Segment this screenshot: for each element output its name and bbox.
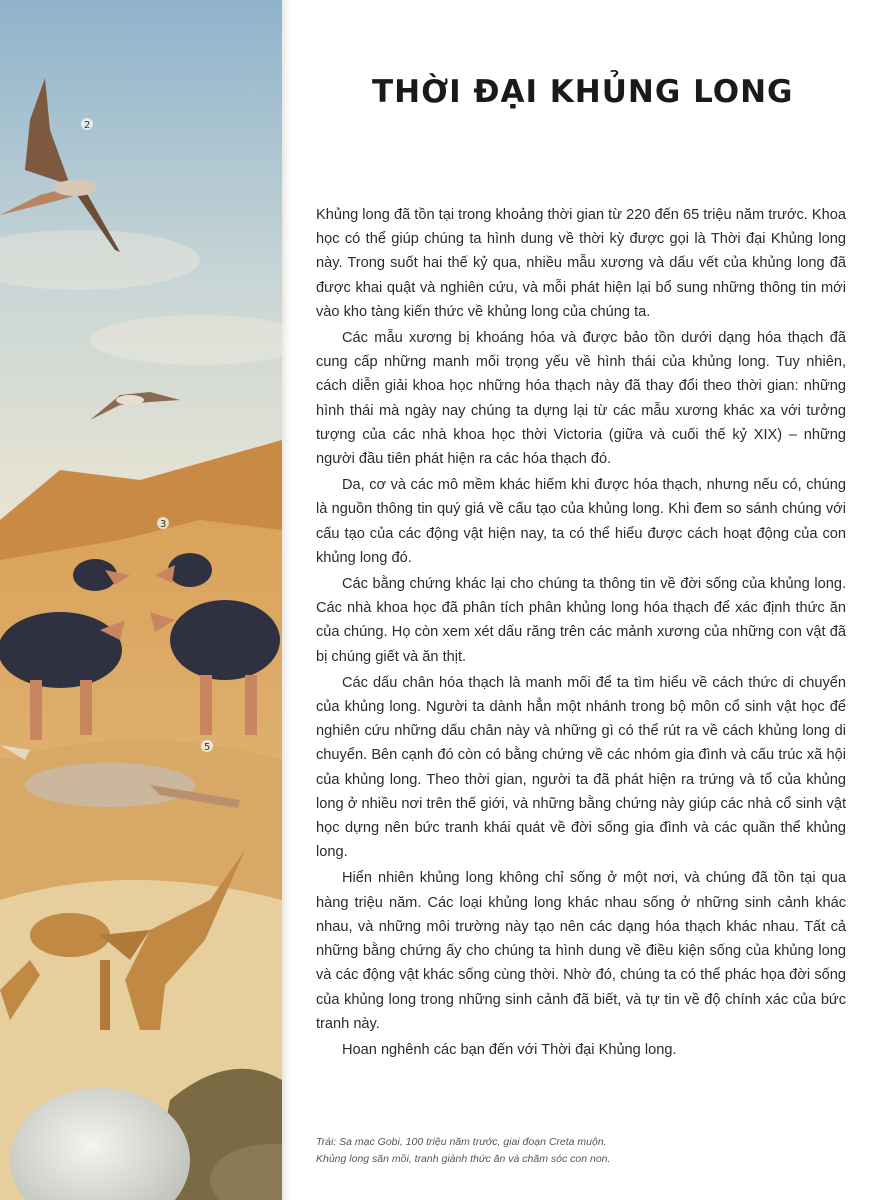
page-title: THỜI ĐẠI KHỦNG LONG <box>372 74 794 110</box>
label-number: 2 <box>84 120 91 131</box>
page-gutter <box>282 0 290 1200</box>
paragraph: Các mẫu xương bị khoáng hóa và được bảo tồn dưới dạng hóa thạch đã cung cấp những manh mối trọng yếu về hình thái của khủng long. Tuy nhiên, cách diễn giải khoa học những hóa thạch này đã thay đổi theo thời gian: những hình thái mà ngày nay chúng ta dựng lại từ các mẫu xương khác xa với tưởng tượng của các nhà khoa học thời Victoria (giữa và cuối thế kỷ XIX) – những người đầu tiên phát hiện ra các hóa thạch đó. <box>316 330 846 468</box>
text-column <box>316 0 856 1200</box>
label-number: 3 <box>160 519 167 530</box>
paragraph: Hoan nghênh các bạn đến với Thời đại Khủng long. <box>342 1041 677 1058</box>
dinosaur-scene-artwork <box>0 0 282 1200</box>
paragraph: Da, cơ và các mô mềm khác hiếm khi được hóa thạch, nhưng nếu có, chúng là nguồn thông tin quý giá về cấu tạo của khủng long. Khi đem so sánh chúng với cấu tạo của các động vật hiện nay, ta có thể hiểu được cách hoạt động của con khủng long đó. <box>316 477 846 566</box>
illustration-caption <box>316 1134 846 1168</box>
caption-line: Khủng long săn mồi, tranh giành thức ăn và chăm sóc con non. <box>316 1153 611 1165</box>
paragraph: Khủng long đã tồn tại trong khoảng thời gian từ 220 đến 65 triệu năm trước. Khoa học có thể giúp chúng ta hình dung về thời kỳ được gọi là Thời đại Khủng long này. Trong suốt hai thế kỷ qua, nhiều mẫu xương và dấu vết của khủng long đã được khai quật và nghiên cứu, và mỗi phát hiện lại bổ sung những thông tin mới vào kho tàng kiến thức về khủng long của chúng ta. <box>316 207 846 320</box>
gobi-desert-illustration <box>0 0 282 1200</box>
caption-line: Trái: Sa mạc Gobi, 100 triệu năm trước, giai đoạn Creta muộn. <box>316 1136 607 1148</box>
paragraph: Các bằng chứng khác lại cho chúng ta thông tin về đời sống của khủng long. Các nhà khoa học đã phân tích phân khủng long hóa thạch để xác định thức ăn của chúng. Họ còn xem xét dấu răng trên các mảnh xương của những con vật đã bị chúng giết và ăn thịt. <box>316 576 846 665</box>
article-body <box>316 203 846 1064</box>
paragraph: Các dấu chân hóa thạch là manh mối để ta tìm hiểu về cách thức di chuyển của khủng long. Người ta dành hẳn một nhánh trong bộ môn cổ sinh vật học để nghiên cứu những dấu chân này và những gì có thể rút ra về cách khủng long di chuyển. Bên cạnh đó còn có bằng chứng về các nhóm gia đình và cấu trúc xã hội của khủng long. Theo thời gian, người ta đã phát hiện ra trứng và tổ của khủng long ở nhiều nơi trên thế giới, và những bằng chứng này giúp các nhà cổ sinh vật học dựng nên bức tranh khái quát về đời sống gia đình và các quần thể khủng long. <box>316 674 846 861</box>
label-number: 5 <box>204 742 211 753</box>
paragraph: Hiển nhiên khủng long không chỉ sống ở một nơi, và chúng đã tồn tại qua hàng triệu năm. Các loại khủng long khác nhau sống ở những sinh cảnh khác nhau, và những môi trường này tạo nên các dạng hóa thạch khác nhau. Tất cả những bằng chứng ấy cho chúng ta hình dung về điều kiện sống của khủng long và các động vật khác sống cùng thời. Nhờ đó, chúng ta có thể phác họa đời sống của khủng long trong những sinh cảnh đã biết, và tự tin về độ chính xác của bức tranh này. <box>316 870 846 1032</box>
